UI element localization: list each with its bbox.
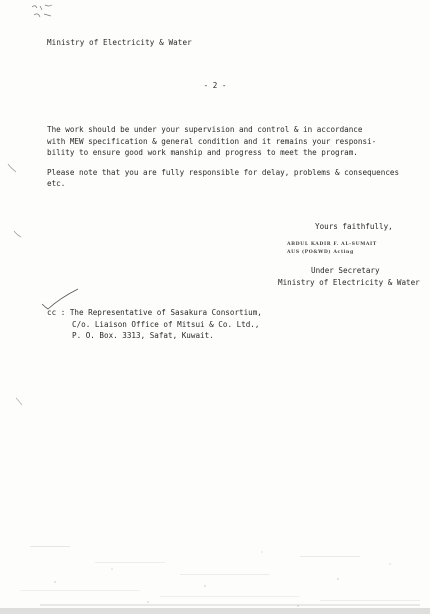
signer-block bbox=[278, 265, 420, 288]
signature-position: AUS (PO&WD) Acting bbox=[287, 250, 354, 255]
cc-block bbox=[47, 307, 262, 342]
paragraph-responsibility bbox=[47, 167, 422, 190]
paragraph-line: Please note that you are fully responsible for delay, problems & consequences bbox=[47, 167, 400, 177]
page-number: - 2 - bbox=[203, 81, 227, 90]
margin-speck-mark bbox=[12, 228, 24, 240]
signature-stamp bbox=[287, 241, 377, 257]
paragraph-line: bility to ensure good work manship and progress to meet the program. bbox=[47, 148, 358, 157]
letter-body bbox=[47, 124, 422, 198]
cc-address: P. O. Box. 3313, Safat, Kuwait. bbox=[72, 331, 214, 340]
ministry-header: Ministry of Electricity & Water bbox=[47, 38, 192, 47]
margin-speck-mark bbox=[6, 162, 18, 174]
paragraph-supervision bbox=[47, 124, 422, 159]
paragraph-line: etc. bbox=[47, 179, 66, 188]
paragraph-line: with MEW specification & general condition and it remains your responsi- bbox=[47, 136, 377, 146]
corner-scribble-mark bbox=[30, 3, 55, 23]
cc-care-of: C/o. Liaison Office of Mitsui & Co. Ltd., bbox=[72, 319, 260, 329]
cc-recipient: cc : The Representative of Sasakura Consortium, bbox=[47, 308, 262, 317]
scan-noise-texture bbox=[0, 534, 430, 614]
margin-speck-mark bbox=[14, 395, 26, 407]
paragraph-line: The work should be under your supervision and control & in accordance bbox=[47, 125, 363, 134]
signer-title: Under Secretary bbox=[311, 266, 380, 275]
closing-salutation: Yours faithfully, bbox=[315, 222, 393, 231]
signature-name: ABDUL KADIR F. AL-SUMAIT bbox=[287, 242, 377, 247]
signer-organization: Ministry of Electricity & Water bbox=[278, 277, 420, 287]
